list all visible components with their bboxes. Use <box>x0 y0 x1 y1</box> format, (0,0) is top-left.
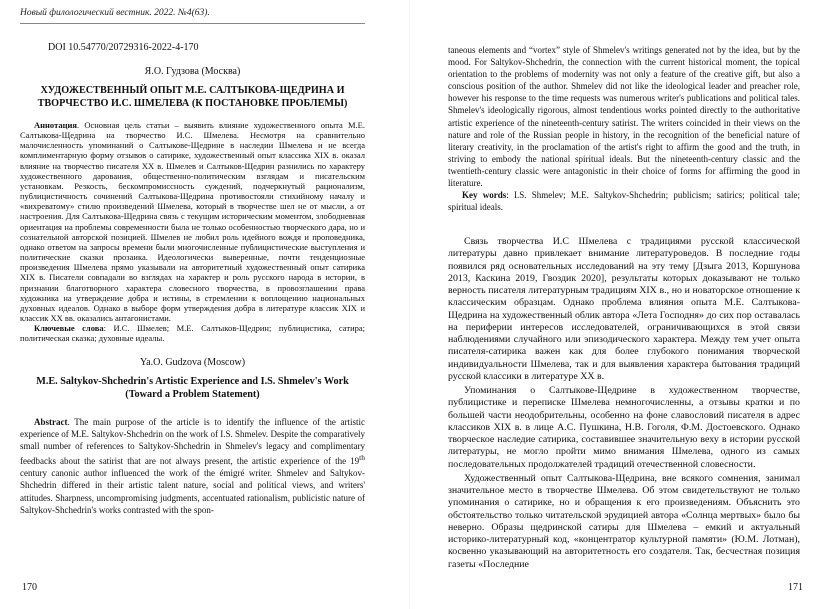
body-paragraph: Связь творчества И.С Шмелева с традициями русской классической литературы давно привлекает внимание литературоведов. В последние годы появился ряд основательных исследований на эту тему [Дзыга 2013, Коршунова 2013, Каскина 2019, Гвоздик 2020], результаты которых доказывают не только верность писателя литературным традициям XIX в., но и новаторское отношение к классическим образцам. Однако проблема влияния опыта М.Е. Салтыкова-Щедрина на художественный облик автора «Лета Господня» до сих пор оставалась на периферии интересов исследователей, ограничивающихся в этой связи наблюдениями случайного или эпизодического характера. Между тем учет опыта писателя-сатирика важен как для более глубокого понимания творческой индивидуальности Шмелева, так и для выявления характера бытования традиций русской классики в литературе XX в. <box>448 236 800 382</box>
abstract-en <box>20 416 365 516</box>
running-head: Новый филологический вестник. 2022. №4(63). <box>20 8 210 18</box>
page-number-right: 171 <box>788 582 803 593</box>
keywords-en-text: : I.S. Shmelev; M.E. Saltykov-Shchedrin; publicism; satirics; political tale; spiritual ideals. <box>448 190 801 213</box>
keywords-ru-text: : И.С. Шмелев; М.Е. Салтыков-Щедрин; публицистика, сатира; политическая сказка; духовные идеалы. <box>20 323 366 344</box>
abstract-en-text: . The main purpose of the article is to identify the influence of the artistic experience of M.E. Saltykov-Shchedrin on the work of I.S. Shmelev. Despite the comparatively small number of references to Saltykov-Shchedrin in Shmelev's legacy and complimentary feedbacks about the satirist that are not always present, the artistic experience of the 19 <box>20 417 365 467</box>
right-page <box>410 0 820 609</box>
article-body <box>448 236 800 573</box>
abstract-en-label: Abstract <box>34 417 68 427</box>
abstract-ru <box>20 120 365 343</box>
keywords-en-paragraph <box>448 189 800 213</box>
abstract-ru-paragraph <box>20 120 365 323</box>
article-title-ru: ХУДОЖЕСТВЕННЫЙ ОПЫТ М.Е. САЛТЫКОВА-ЩЕДРИНА И ТВОРЧЕСТВО И.С. ШМЕЛЕВА (К ПОСТАНОВКЕ ПРОБЛЕМЫ) <box>37 85 348 109</box>
author-ru: Я.О. Гудзова (Москва) <box>144 66 241 77</box>
abstract-en-superscript: th <box>359 453 365 463</box>
keywords-en-label: Key words <box>462 190 507 201</box>
abstract-ru-label: Аннотация <box>34 120 77 130</box>
abstract-ru-text: . Основная цель статьи – выявить влияние художественного опыта М.Е. Салтыкова-Щедрина на творчество И.С. Шмелева. Несмотря на сравнительно малочисленность упоминаний о Салтыкове-Щедрине в наследии Шмелева и не всегда комплиментарную форму отзывов о сатирике, художественный опыт классика XIX в. оказал влияние на творчество писателя XX в. Шмелев и Салтыков-Щедрин разнились по характеру художественного дарования, общественно-политическим взглядам и писательским установкам. Резкость, бескомпромиссность суждений, подчеркнутый рационализм, публицистичность сочинений Салтыкова-Щедрина противостояли стихийному началу и «вихреватому» стилю произведений Шмелева, который в творчестве шел не от мысли, а от настроения. Для Салтыкова-Щедрина связь с текущим историческим моментом, злободневная ориентация на проблемы современности была не только особенностью творческого дара, но и сознательной авторской позицией. Шмелев не любил роль идейного вождя и проповедника, однако ответом на запросы времени были многочисленные публицистические выступления и политические сказки прозаика. Идеологически выверенные, почти тенденциозные произведения Шмелева прямо указывали на авторитетный художественный опыт сатирика XIX в. Писатели совпадали во взглядах на характер и роль русского народа в истории, в признании благотворного характера словесного творчества, в провозглашении права художника на утверждение добра и истины, в стремлении к воплощению национальных духовных идеалов. Однако в выборе форм утверждения добра в литературе классик XIX и классик XX вв. оказались антагонистами. <box>20 120 365 323</box>
body-paragraph: Художественный опыт Салтыкова-Щедрина, вне всякого сомнения, занимал значительное место в творчестве Шмелева. Об этом свидетельствуют не только упоминания о сатирике, но и обращения к его произведениям. Объяснить это обстоятельство только читательской эрудицией автора «Солнца мертвых» было бы неверно. Образы щедринской сатиры для Шмелева – емкий и актуальный историко-литературный код, «концентратор культурной памяти» (Ю.М. Лотман), косвенно указывающий на авторитетность его создателя. Так, бесчестная позиция газеты «Последние <box>448 472 800 570</box>
abstract-en-continued-text: taneous elements and “vortex” style of Shmelev's writings generated not by the idea, but by the mood. For Saltykov-Shchedrin, the connection with the current historical moment, the topical orientation to the problems of modernity was not only a feature of the creative gift, but also a conscious position of the author. Shmelev did not like the ideological leader and preacher role, however his response to the time requests was numerous writer's publications and political tales. Shmelev's ideologically rigorous, almost tendentious works pointed directly to the authoritative artistic experience of the nineteenth-century satirist. The writers coincided in their views on the nature and role of the Russian people in history, in the recognition of the beneficial nature of literary creativity, in the proclamation of the artist's right to affirm the good and the truth, in striving to embody the national spiritual ideals. But the nineteenth-century classic and the twentieth-century classic were antagonistic in their choice of forms for affirming the good in literature. <box>448 45 800 189</box>
article-title-en: M.E. Saltykov-Shchedrin's Artistic Experience and I.S. Shmelev's Work (Toward a Problem Statement) <box>36 376 349 400</box>
abstract-en-continued <box>448 44 800 213</box>
abstract-en-paragraph <box>20 416 365 516</box>
keywords-ru-label: Ключевые слова <box>34 323 104 334</box>
keywords-ru-paragraph <box>20 323 365 343</box>
body-paragraph: Упоминания о Салтыкове-Щедрине в художественном творчестве, публицистике и переписке Шмелева немногочисленны, а отзывы кратки и по большей части неодобрительны, особенно на фоне славословий писателя в адрес классиков XIX в. в лице А.С. Пушкина, Н.В. Гоголя, Ф.М. Достоевского. Однако творческое наследие сатирика, составившее значительную веху в истории русской литературы, не могло пройти мимо внимания Шмелева, одного из самых последовательных продолжателей традиций отечественной словесности. <box>448 385 800 470</box>
page-number-left: 170 <box>22 582 37 593</box>
abstract-en-text-cont: century canonic author influenced the work of the émigré writer. Shmelev and Saltykov-Shchedrin differed in their artistic talent nature, social and political views, and writers' attitudes. Sharpness, uncompromising judgments, accentuated rationalism, publicistic nature of Saltykov-Shchedrin's works contrasted with the spon- <box>20 468 365 515</box>
author-en: Ya.O. Gudzova (Moscow) <box>139 357 246 368</box>
header-rule <box>20 23 365 24</box>
doi: DOI 10.54770/20729316-2022-4-170 <box>48 42 199 53</box>
